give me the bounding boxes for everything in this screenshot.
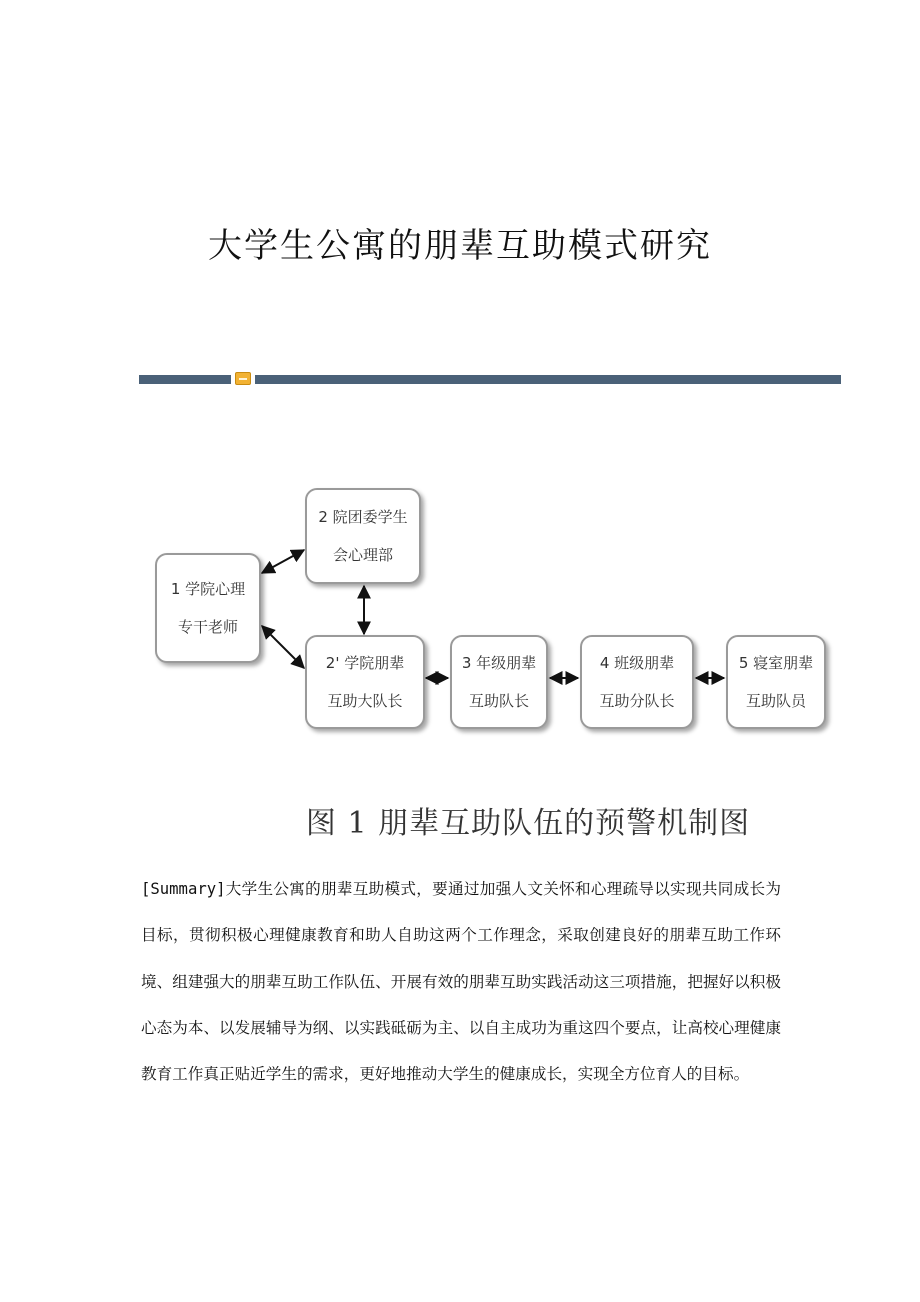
divider-bar-left [139, 375, 231, 384]
node-label: 互助大队长 [327, 692, 403, 710]
divider-bar-right [255, 375, 841, 384]
section-divider [139, 375, 841, 384]
arrow-1-to-2 [262, 550, 304, 573]
node-grade-leader [450, 635, 548, 729]
node-label: 3 年级朋辈 [461, 654, 537, 672]
node-label: 互助分队长 [599, 692, 675, 710]
node-youth-league-dept [305, 488, 421, 584]
summary-paragraph: [Summary]大学生公寓的朋辈互助模式，要通过加强人文关怀和心理疏导以实现共同成长为目标，贯彻积极心理健康教育和助人自助这两个工作理念，采取创建良好的朋辈互助工作环境、组建强大的朋辈互助工作队伍、开展有效的朋辈互助实践活动这三项措施，把握好以积极心态为本、以发展辅导为纲、以实践砥砺为主、以自主成功为重这四个要点，让高校心理健康教育工作真正贴近学生的需求，更好地推动大学生的健康成长，实现全方位育人的目标。 [141, 880, 781, 1084]
node-label: 2' 学院朋辈 [325, 654, 405, 672]
node-label: 1 学院心理 [170, 580, 246, 598]
node-college-teacher [155, 553, 261, 663]
node-dorm-member [726, 635, 826, 729]
node-label: 会心理部 [332, 546, 393, 564]
warning-mechanism-figure [138, 478, 838, 846]
node-label: 互助队员 [745, 692, 806, 710]
divider-badge-icon [235, 372, 251, 385]
node-college-captain [305, 635, 425, 729]
node-label: 专干老师 [177, 618, 238, 636]
node-label: 2 院团委学生 [318, 508, 408, 526]
node-label: 5 寝室朋辈 [738, 654, 814, 672]
node-label: 互助队长 [468, 692, 529, 710]
node-label: 4 班级朋辈 [599, 654, 675, 672]
arrow-1-to-2prime [262, 626, 304, 668]
node-class-subleader [580, 635, 694, 729]
figure-caption: 图 1 朋辈互助队伍的预警机制图 [305, 806, 751, 841]
document-title: 大学生公寓的朋辈互助模式研究 [208, 226, 712, 266]
